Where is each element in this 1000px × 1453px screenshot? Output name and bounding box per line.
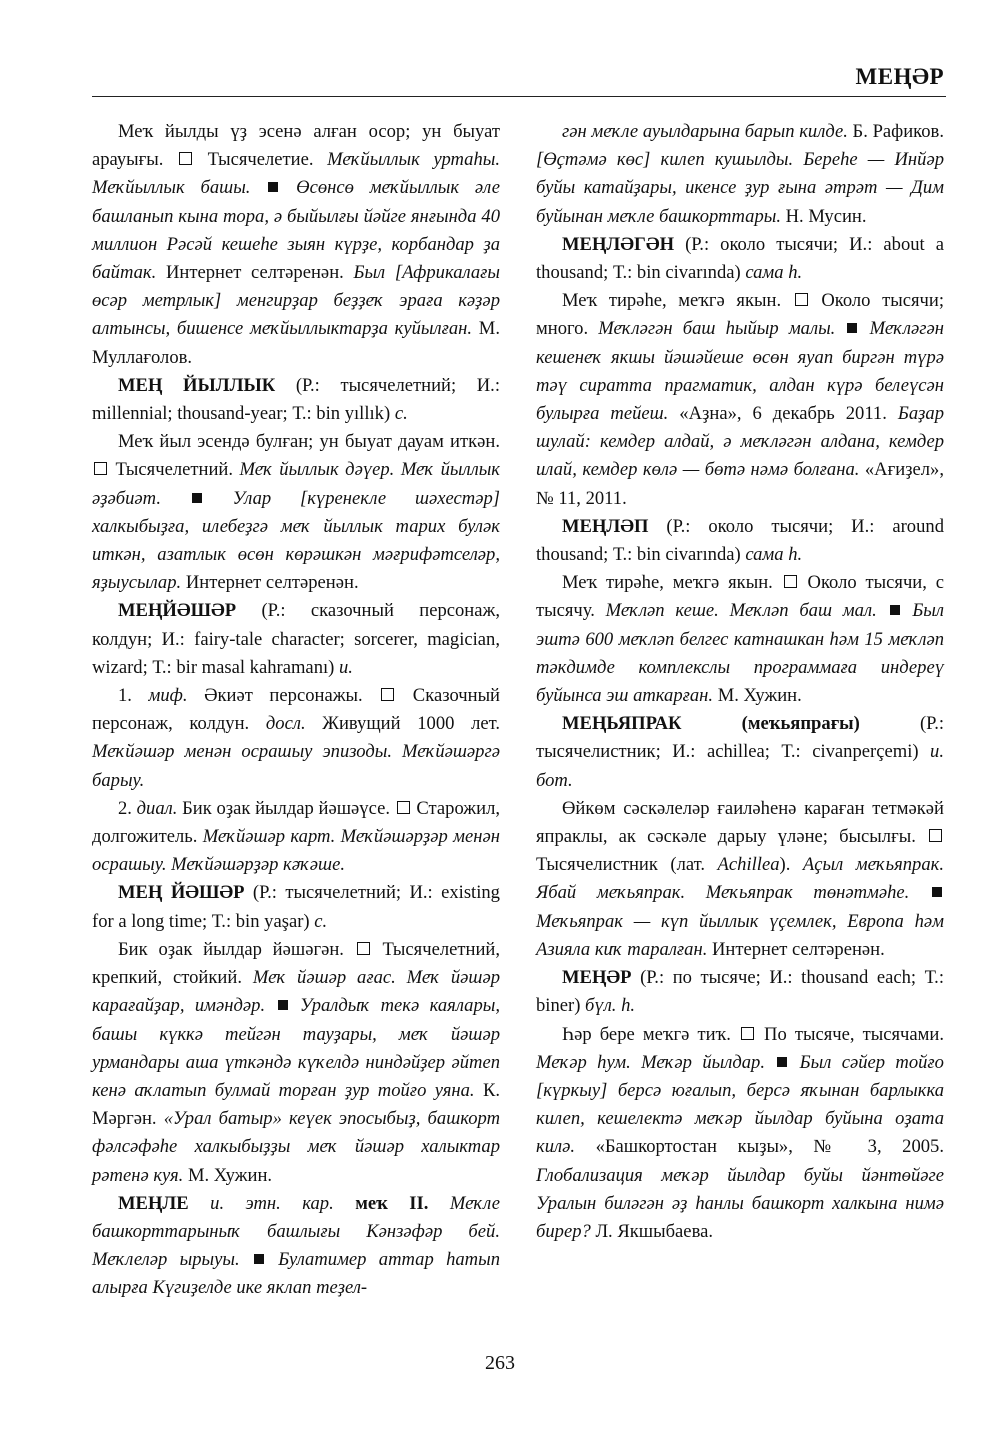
example-square-icon <box>268 182 278 192</box>
left-column <box>92 118 500 1303</box>
entry-paragraph <box>92 118 500 372</box>
example-square-icon <box>890 605 900 615</box>
headword: МЕҢЬЯПРАК (меҡьяпрағы) <box>562 713 860 735</box>
text-run: Һәр бере меҡгә тиҡ. <box>562 1023 739 1045</box>
italic-text: Achillea <box>717 854 780 876</box>
italic-text: Меҡләгән кешенеҡ якшы йәшәйеше өсөн яуап биргән түрә тәү сиратта прагматик, алдан күрә белеүсән булырға тейеш. <box>536 318 944 425</box>
text-run: Тысячелетний, крепкий, стойкий. <box>92 938 500 989</box>
italic-text: Өсөнсө меҡйыллык әле башланып кына тора, ә быйылғы йәйге янғында 40 миллион Рәсәй кешеһе зыян күрҙе, корбандар ҙа байтак. <box>92 177 501 284</box>
text-run <box>428 1193 449 1214</box>
text-run: Б. Рафиков. <box>847 121 944 142</box>
italic-text: [Өҫтәмә көс] килеп кушылды. Береһе — Инйәр буйы катайҙары, икенсе ҙур ғына әтрәт — Дим буйынан меҡле башкорттары. <box>536 149 944 227</box>
translation-square-icon <box>397 801 410 814</box>
italic-text: Меҡйәшәр менән осрашыу эпизоды. Меҡйәшәргә барыу. <box>92 741 500 791</box>
text-run: (Р.: по тысяче; И.: thousand each; Т.: biner) <box>536 967 944 1017</box>
page-number: 263 <box>485 1352 515 1374</box>
entry-paragraph <box>536 710 944 795</box>
entry-paragraph <box>92 597 500 682</box>
italic-text: Булатимер аттар һатып алырға Күгиҙелде ике яклап теҙел- <box>92 1249 500 1299</box>
italic-text: Меҡ йәшәр ағас. Меҡ йәшәр карағайҙар, имәндәр. <box>92 967 500 1017</box>
entry-paragraph <box>92 428 500 597</box>
entry-paragraph <box>92 936 500 1190</box>
italic-text: Меҡьяпрак — күп йыллык үҫемлек, Европа һәм Азияла киҡ таралған. <box>536 910 944 960</box>
text-run: Сказочный персонаж, колдун. <box>92 685 501 735</box>
example-square-icon <box>777 1057 787 1067</box>
italic-text: сама һ. <box>745 262 803 284</box>
text-run: «Башкортостан кыҙы», № 3, 2005. <box>575 1136 944 1158</box>
text-run: (Р.: около тысячи; И.: about a thousand; Т.: bin civarında) <box>536 233 944 284</box>
text-run: К. Мәргән. <box>92 1079 500 1130</box>
italic-text: Меҡ йыллык дәүер. Меҡ йыллык әҙәбиәт. <box>92 459 500 509</box>
translation-square-icon <box>357 942 370 955</box>
italic-text: «Урал батыр» кеүек эпосыбыҙ, башкорт фәлсәфәһе халкыбыҙҙы меҡ йәшәр халыктар рәтенә куя. <box>92 1108 500 1186</box>
example-square-icon <box>847 323 857 333</box>
entry-paragraph <box>92 682 500 795</box>
entry-paragraph <box>92 372 500 428</box>
translation-square-icon <box>741 1027 754 1040</box>
text-run: Интернет селтәренән. <box>181 572 359 594</box>
entry-paragraph <box>536 118 944 231</box>
text-run <box>334 1193 355 1214</box>
text-run: Интернет селтәренән. <box>707 938 885 960</box>
text-run: 2. <box>118 797 137 819</box>
text-run: «Ағиҙел», № 11, 2011. <box>536 459 944 509</box>
italic-text: Глобализация меҡәр йылдар буйы йәнтөйәге Уралын биләгән әҙ һанлы башкорт халкына нимә бирер? <box>536 1164 944 1242</box>
headword: МЕҢ ЙЫЛЛЫК <box>118 374 276 396</box>
entry-paragraph <box>536 231 944 287</box>
italic-text: Меҡйәшәр карт. Меҡйәшәрҙәр менән осрашыу. Меҡйәшәрҙәр кәҡәше. <box>92 826 500 876</box>
italic-text: бүл. һ. <box>585 995 636 1017</box>
example-square-icon <box>192 493 202 503</box>
entry-paragraph <box>92 795 500 880</box>
text-run <box>189 1193 210 1214</box>
right-column <box>536 118 944 1246</box>
italic-text: гән меҡле ауылдарына барып килде. <box>562 121 848 142</box>
translation-square-icon <box>784 575 797 588</box>
entry-paragraph <box>536 964 944 1020</box>
translation-square-icon <box>94 462 107 475</box>
text-run: (Р.: около тысячи; И.: around thousand; Т.: bin civarında) <box>536 515 944 566</box>
text-run: Өйкөм сәскәлеләр ғаиләһенә караған тетмәкәй япраклы, ак сәскәле дарыу үләне; бысылғы. <box>536 797 944 848</box>
entry-paragraph <box>536 513 944 569</box>
header-rule <box>92 96 946 97</box>
text-run: (Р.: тысячелистник; И.: achillea; Т.: civanperçemi) <box>536 713 945 763</box>
text-run: Тысячелистник (лат. <box>536 854 718 876</box>
text-run: Бик оҙак йылдар йәшәгән. <box>118 938 355 960</box>
text-run: По тысяче, тысячами. <box>755 1023 944 1045</box>
text-run: Меҡ йылды үҙ эсенә алған осор; ун быуат арауығы. <box>92 121 500 171</box>
italic-text: с. <box>394 403 408 425</box>
example-square-icon <box>254 1254 264 1264</box>
text-run: (Р.: тысячелетний; И.: millennial; thousand-year; Т.: bin yıllık) <box>92 374 500 425</box>
text-run: М. Хужин. <box>183 1164 273 1186</box>
italic-text: Меҡле башкорттарыныҡ башлығы Кәнзәфәр бей. Меҡлеләр ырыуы. <box>92 1192 500 1271</box>
italic-text: с. <box>314 910 328 932</box>
translation-square-icon <box>381 688 394 701</box>
entry-paragraph <box>536 795 944 964</box>
text-run: ). <box>779 854 803 876</box>
example-square-icon <box>932 887 942 897</box>
text-run: «Аҙна», 6 декабрь 2011. <box>668 403 898 425</box>
text-run: Тысячелетие. <box>194 149 328 171</box>
italic-text: Баҙар шулай: кемдер алдай, ә меҡләгән алдана, кемдер илай, кемдер көлә — бөтә нәмә болғана. <box>536 403 944 481</box>
text-run: Бик оҙак йылдар йәшәүсе. <box>177 797 395 819</box>
text-run: Меҡ тирәһе, меҡгә якын. <box>562 290 793 312</box>
text-run: 1. <box>118 685 149 707</box>
translation-square-icon <box>179 152 192 165</box>
italic-text: Был сәйер тойғо [күркыу] берсә юғалып, берсә яҡынан барлыкка килеп, кешелектә меҡәр йылдар буйына оҙата килә. <box>536 1051 944 1158</box>
italic-text: Меҡйыллык уртаһы. Меҡйыллык башы. <box>92 149 500 199</box>
italic-text: сама һ. <box>745 544 803 566</box>
italic-text: Меҡәр һум. Меҡәр йылдар. <box>536 1051 776 1073</box>
italic-text: Уралдыҡ текә каялары, башы күккә тейгән тауҙары, меҡ йәшәр урмандары аша үткәндә күҡелдә ниндәйҙер әйтеп кенә аҡлатып булмай торған ҙур тойғо уяна. <box>92 995 500 1101</box>
italic-text: Аҫыл меҡьяпрак. Ябай меҡьяпрак. Меҡьяпрак төнәтмәһе. <box>536 854 944 904</box>
italic-text: Был эштә 600 меҡләп белгес катнашкан һәм 15 меҡләп тәкдимде комплекслы программаға индереү буйынса эш аткарған. <box>536 600 944 707</box>
text-run: (Р.: тысячелетний; И.: existing for a long time; Т.: bin yaşar) <box>92 882 500 932</box>
italic-text: Меҡләп кеше. Меҡләп баш мал. <box>605 600 888 622</box>
entry-paragraph <box>536 569 944 710</box>
italic-text: Улар [күренекле шәхестәр] халкыбыҙға, илебеҙгә меҡ йыллык тарих буләк иткән, азатлык өсөн көрәшкән мәғрифәтселәр, яҙыусылар. <box>92 487 500 594</box>
entry-paragraph <box>536 1021 944 1247</box>
headword: МЕҢЛЕ <box>118 1192 189 1214</box>
text-run: Старожил, долгожитель. <box>92 797 501 848</box>
text-run: Меҡ тирәһе, меҡгә якын. <box>562 572 782 594</box>
italic-text: и. бот. <box>536 741 944 791</box>
text-run: М. Муллағолов. <box>92 318 500 368</box>
text-run: (Р.: сказочный персонаж, колдун; И.: fairy-tale character; sorcerer, magician, wizard; Т.: bir masal kahramanı) <box>92 600 500 678</box>
text-run: М. Хужин. <box>713 685 802 707</box>
italic-text: досл. <box>265 713 306 735</box>
entry-paragraph <box>92 879 500 935</box>
headword: МЕҢЛӘП <box>562 515 649 537</box>
italic-text: и. <box>339 656 353 678</box>
translation-square-icon <box>929 829 942 842</box>
example-square-icon <box>278 1000 288 1010</box>
entry-paragraph <box>536 287 944 513</box>
italic-text: диал. <box>136 797 178 819</box>
text-run: Около тысячи, с тысячу. <box>536 572 944 622</box>
italic-text: Меҡләгән баш һыйыр малы. <box>598 318 846 340</box>
text-run: Әкиәт персонажы. <box>187 685 380 707</box>
text-run: Н. Мусин. <box>780 205 867 227</box>
running-head: МЕҢӘР <box>855 64 944 89</box>
headword: меҡ II. <box>355 1192 429 1214</box>
text-run: Л. Якшыбаева. <box>590 1220 713 1242</box>
headword: МЕҢЙӘШӘР <box>118 600 237 622</box>
headword: МЕҢЛӘГӘН <box>562 233 675 255</box>
headword: МЕҢӘР <box>562 967 632 989</box>
translation-square-icon <box>795 293 808 306</box>
italic-text: миф. <box>148 685 188 707</box>
italic-text: и. этн. кар. <box>210 1192 334 1214</box>
headword: МЕҢ ЙӘШӘР <box>118 882 245 904</box>
text-run: Живущий 1000 лет. <box>305 713 501 735</box>
entry-paragraph <box>92 1190 500 1303</box>
text-run: Меҡ йыл эсендә булған; ун быуат дауам иткән. <box>118 431 500 453</box>
text-run: Тысячелетний. <box>109 459 240 481</box>
text-run: Около тысячи; много. <box>536 290 944 340</box>
text-run: Интернет селтәренән. <box>156 262 354 284</box>
italic-text: Был [Африкалағы өсәр метрлык] менгирҙар беҙҙеҡ эраға кәҙәр алтынсы, бишенсе меҡйыллыктарҙа куйылған. <box>92 262 500 340</box>
